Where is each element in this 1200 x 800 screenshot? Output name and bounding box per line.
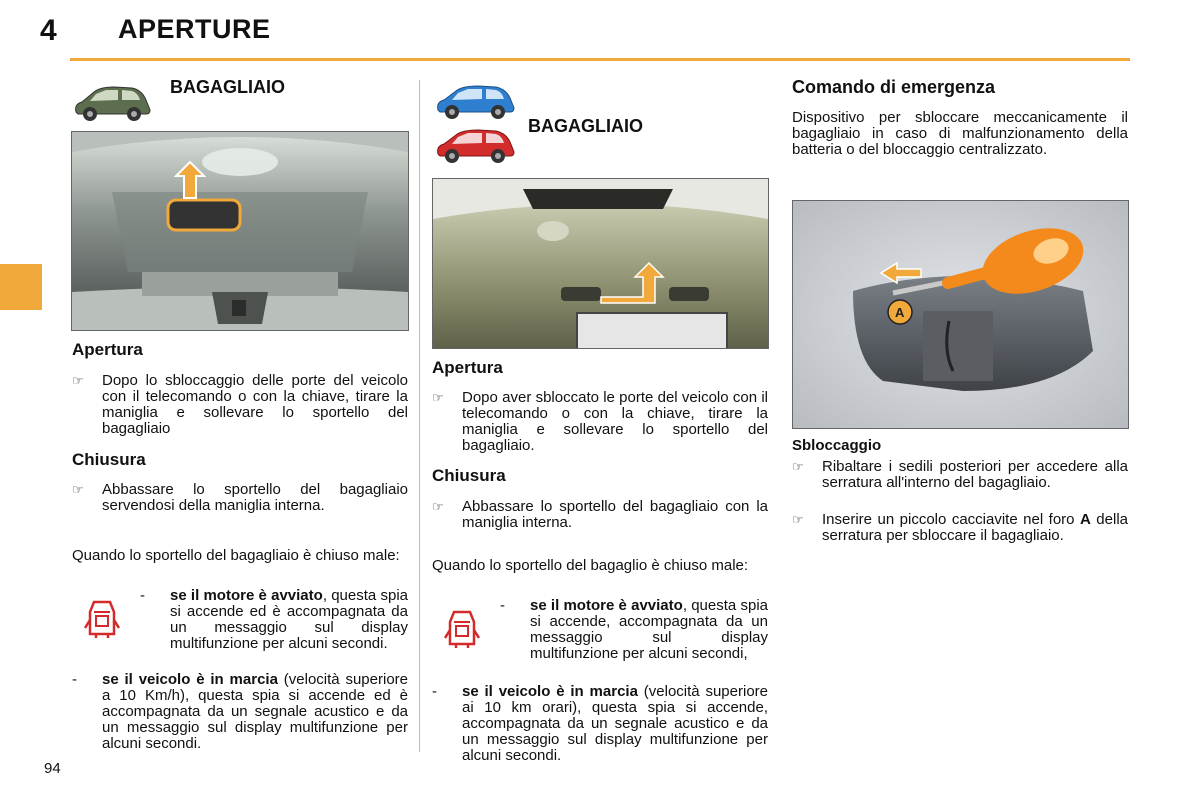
col2-quando-text: Quando lo sportello del bagaglio è chiuso male: — [432, 557, 749, 574]
col2-item1-bold: se il motore è avviato — [530, 597, 683, 614]
col1-item1 — [140, 588, 408, 652]
col3-section-title: Comando di emergenza — [792, 77, 996, 97]
trunk-handle-photo — [71, 131, 409, 331]
col2-item2-bold: se il veicolo è in marcia — [462, 683, 638, 700]
col2-chiusura-text: Abbassare lo sportello del bagagliaio con la maniglia interna. — [462, 498, 768, 531]
col1-apertura-item — [72, 373, 408, 437]
car-blue-icon — [432, 82, 520, 127]
pointing-hand-icon: ☞ — [72, 373, 84, 388]
col2-item1 — [500, 598, 768, 662]
col3-step1-text: Ribaltare i sedili posteriori per accedere alla serratura all'interno del bagagliaio. — [822, 458, 1128, 491]
door-open-warning-icon — [84, 598, 120, 645]
col2-section-title: BAGAGLIAIO — [528, 116, 643, 136]
dash-marker: - — [500, 597, 505, 614]
chapter-title: APERTURE — [118, 14, 271, 44]
pointing-hand-icon: ☞ — [432, 499, 444, 514]
col2-chiusura-item — [432, 499, 768, 531]
col1-chiusura-text: Abbassare lo sportello del bagagliaio servendosi della maniglia interna. — [102, 481, 408, 514]
chapter-tab — [0, 264, 42, 310]
pointing-hand-icon: ☞ — [792, 459, 804, 474]
col1-item2-rest: (velocità superiore a 10 Km/h), questa spia si accende ed è accompagnata da un segnale acustico e da un messaggio sul display multifunzione per alcuni secondi. — [102, 671, 408, 752]
dash-marker: - — [72, 671, 77, 688]
col2-apertura-text: Dopo aver sbloccato le porte del veicolo con il telecomando o con la chiave, tirare la maniglia e sollevare lo sportello del bagagliaio. — [462, 389, 768, 454]
col1-apertura-text: Dopo lo sbloccaggio delle porte del veicolo con il telecomando o con la chiave, tirare la maniglia e sollevare lo sportello del bagagliaio — [102, 372, 408, 437]
col2-item2 — [432, 684, 768, 764]
column-separator — [419, 80, 420, 752]
col2-apertura-heading: Apertura — [432, 358, 503, 377]
page-number: 94 — [44, 760, 61, 777]
pointing-hand-icon: ☞ — [432, 390, 444, 405]
col1-quando-text: Quando lo sportello del bagagliaio è chiuso male: — [72, 547, 400, 564]
col1-item2-bold: se il veicolo è in marcia — [102, 671, 278, 688]
pointing-hand-icon: ☞ — [72, 482, 84, 497]
col2-chiusura-heading: Chiusura — [432, 466, 506, 485]
col3-step2-post: della serratura per sbloccare il bagagliaio. — [822, 511, 1128, 544]
col3-step2-pre: Inserire un piccolo cacciavite nel foro — [822, 511, 1080, 528]
col1-chiusura-item — [72, 482, 408, 514]
dash-marker: - — [432, 683, 437, 700]
col1-item1-bold: se il motore è avviato — [170, 587, 323, 604]
col3-step1 — [792, 459, 1128, 491]
dash-marker: - — [140, 587, 145, 604]
header-rule — [70, 58, 1130, 61]
col3-intro: Dispositivo per sbloccare meccanicamente il bagagliaio in caso di malfunzionamento della batteria o del bloccaggio centralizzato. — [792, 109, 1128, 158]
col2-item2-rest: (velocità superiore ai 10 km orari), questa spia si accende, accompagnata da un segnale acustico e da un messaggio sul display multifunzione per alcuni secondi. — [462, 683, 768, 764]
col1-item2 — [72, 672, 408, 752]
col3-sblocco-heading: Sbloccaggio — [792, 437, 882, 454]
chapter-number: 4 — [40, 14, 57, 47]
col1-item1-rest: , questa spia si accende ed è accompagnata da un messaggio sul display multifunzione per alcuni secondi. — [170, 587, 408, 652]
emergency-lock-photo — [792, 200, 1129, 429]
col1-chiusura-heading: Chiusura — [72, 450, 146, 469]
col2-item1-rest: , questa spia si accende, accompagnata da un messaggio sul display multifunzione per alcuni secondi, — [530, 597, 768, 662]
door-open-warning-icon — [444, 608, 480, 655]
car-red-icon — [432, 126, 520, 171]
col3-step2-bold: A — [1079, 511, 1091, 528]
car-green-icon — [70, 82, 154, 129]
col1-section-title: BAGAGLIAIO — [170, 77, 285, 97]
col3-step2 — [792, 512, 1128, 544]
label-a: A — [895, 305, 905, 320]
trunk-handle-photo-2 — [432, 178, 769, 349]
col2-apertura-item — [432, 390, 768, 454]
col1-apertura-heading: Apertura — [72, 340, 143, 359]
pointing-hand-icon: ☞ — [792, 512, 804, 527]
